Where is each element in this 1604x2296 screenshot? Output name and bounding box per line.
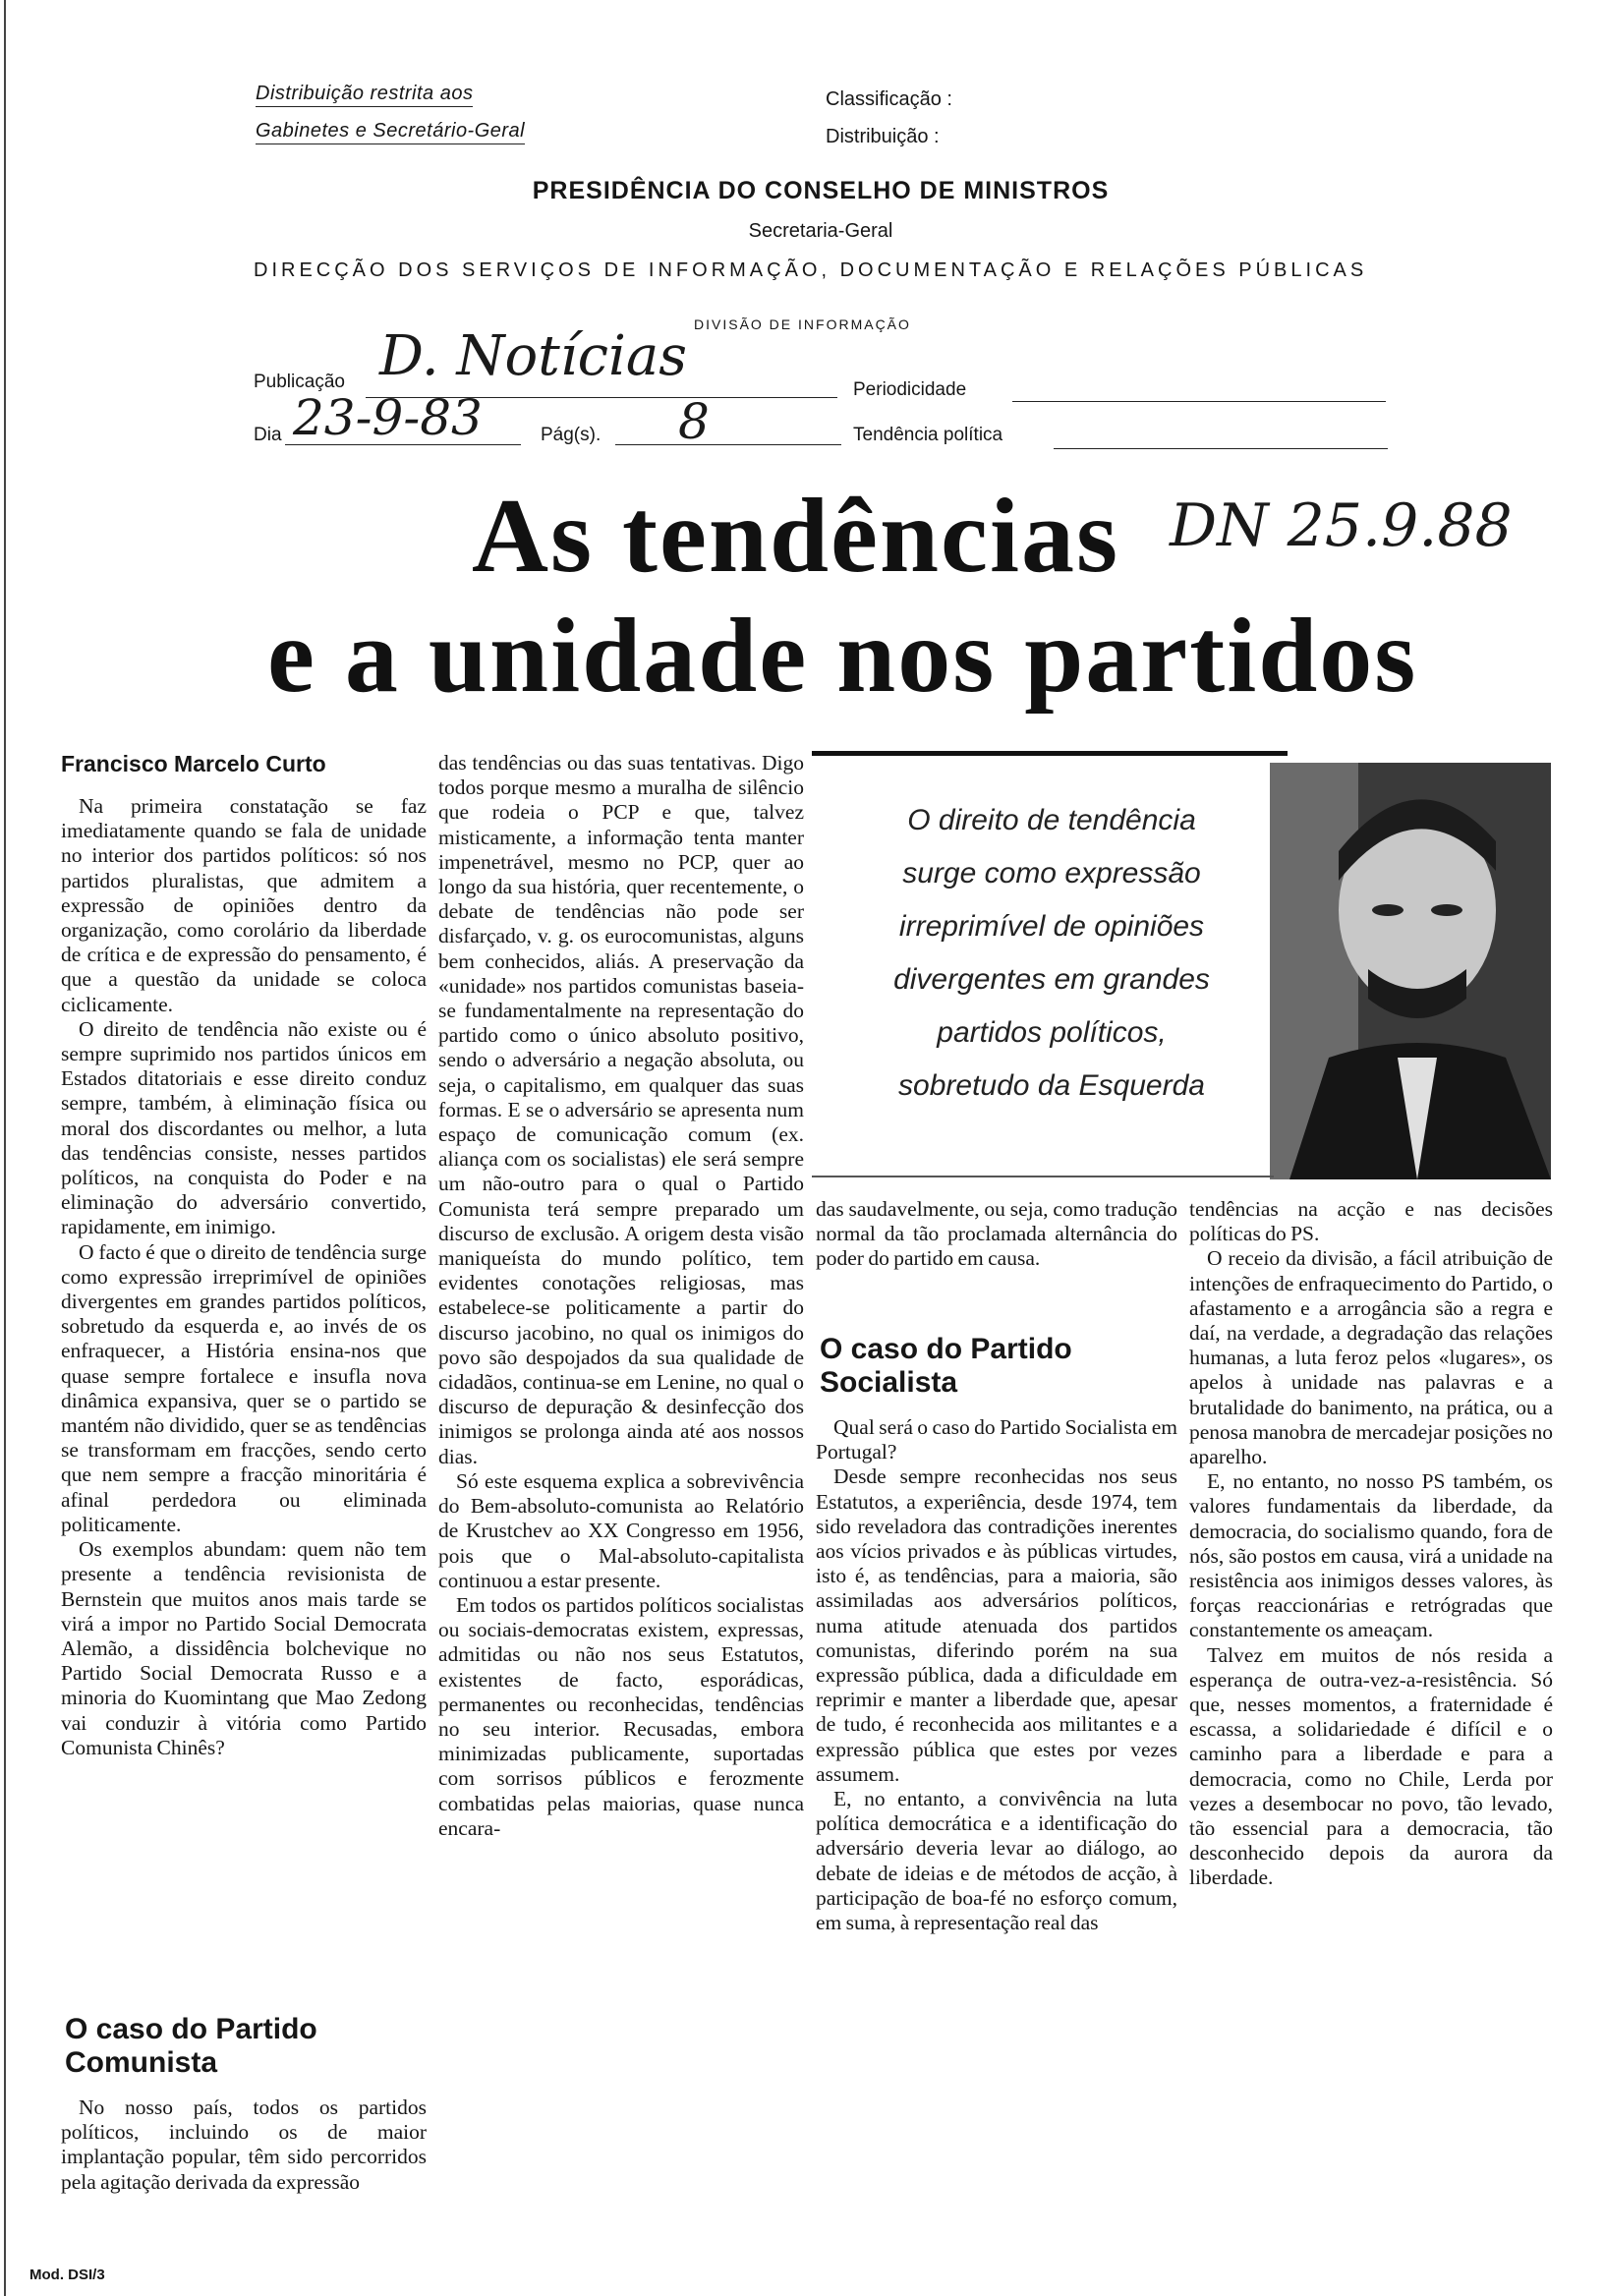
paragraph: No nosso país, todos os partidos políticos, incluindo os de maior implantação popular, têm sido percorridos pela agitação derivada da expressão (61, 2095, 427, 2194)
author-byline: Francisco Marcelo Curto (61, 751, 326, 776)
distribution-line-1: Distribuição restrita aos (256, 83, 473, 107)
subhead-socialist-party: O caso do Partido Socialista (820, 1333, 1072, 1399)
handwritten-annotation: DN 25.9.88 (1170, 491, 1513, 560)
headline-line-2: e a unidade nos partidos (267, 598, 1418, 715)
pull-quote (826, 794, 1278, 1113)
column-4 (1189, 1197, 1553, 1891)
pull-quote-top-rule (812, 751, 1288, 756)
organization-title: PRESIDÊNCIA DO CONSELHO DE MINISTROS (532, 177, 1110, 204)
paragraph: Os exemplos abundam: quem não tem presente a tendência revisionista de Bernstein que muitos anos mais tarde se virá a impor no Partido Social Democrata Alemão, a dissidência bolchevique no Partido Social Democrata Russo e a minoria do Kuomintang que Mao Zedong vai conduzir à vitória como Partido Comunista Chinês? (61, 1537, 427, 1759)
paragraph: das saudavelmente, ou seja, como tradução normal da tão proclamada alternância do poder do partido em causa. (816, 1197, 1177, 1271)
paragraph: Em todos os partidos políticos socialistas ou sociais-democratas existem, expressas, admitidas ou não nos seus Estatutos, existentes de facto, esporádicas, permanentes ou reconhecidas, tendências no seu interior. Recusadas, embora minimizadas publicamente, suportadas com sorrisos públicos e ferozmente combatidas pelas maiorias, quase nunca encara- (438, 1592, 804, 1840)
column-3-top (816, 1197, 1177, 1272)
division-label: DIVISÃO DE INFORMAÇÃO (694, 316, 911, 332)
column-1 (61, 794, 427, 1760)
department-label: DIRECÇÃO DOS SERVIÇOS DE INFORMAÇÃO, DOCUMENTAÇÃO E RELAÇÕES PÚBLICAS (254, 259, 1368, 281)
form-code: Mod. DSI/3 (29, 2267, 105, 2283)
pull-quote-line: partidos políticos, (937, 1016, 1167, 1049)
paragraph: tendências na acção e nas decisões políticas do PS. (1189, 1197, 1553, 1246)
classification-label: Classificação : (826, 88, 952, 110)
day-handwritten: 23-9-83 (293, 389, 483, 446)
paragraph: E, no entanto, a convivência na luta política democrática e a identificação do adversário deveria levar ao diálogo, ao debate de ideias e de métodos de acção, à participação de boa-fé no esforço comum, em suma, à representação real das (816, 1787, 1177, 1935)
column-1-continued (61, 2095, 427, 2195)
author-photo (1270, 763, 1551, 1179)
pull-quote-line: sobretudo da Esquerda (898, 1069, 1205, 1102)
paragraph: Desde sempre reconhecidas nos seus Estatutos, a experiência, desde 1974, tem sido reveladora das contradições inerentes aos vícios privados e às públicas virtudes, isto é, as tendências, para a maioria, são assimiladas aos adversários políticos, numa atitude atenuada dos partidos comunistas, diferindo porém na sua expressão pública, dada a dificuldade em reprimir e manter a liberdade que, apesar de tudo, é reconhecida aos militantes e a expressão pública que estes por vezes assumem. (816, 1464, 1177, 1786)
periodicity-line (1012, 401, 1386, 402)
paragraph: O facto é que o direito de tendência surge como expressão irreprimível de opiniões divergentes em grandes partidos políticos, sobretudo da esquerda e, ao invés de os enfraquecer, a História ensina-nos que quase sempre fortalece e insufla nova dinâmica expansiva, quer se o partido se mantém não dividido, quer se as tendências se transformam em fracções, sendo certo que nem sempre a fracção minoritária é afinal perdedora ou eliminada politicamente. (61, 1239, 427, 1536)
paragraph: Talvez em muitos de nós resida a esperança de outra-vez-a-resistência. Só que, nesses momentos, a fraternidade é escassa, a solidariedade é difícil e o caminho para a liberdade e para a democracia, como no Chile, Lerda por vezes a desembocar no povo, tão levado, tão essencial para a democracia, tão desconhecido depois da aurora da liberdade. (1189, 1642, 1553, 1890)
distribution-label: Distribuição : (826, 126, 940, 147)
paragraph: Na primeira constatação se faz imediatamente quando se fala de unidade no interior dos partidos políticos: só nos partidos pluralistas, que admitem a expressão de opiniões dentro da organização, como corolário da liberdade de crítica e de expressão do pensamento, é que a questão da unidade se coloca ciclicamente. (61, 794, 427, 1016)
day-label: Dia (254, 425, 282, 445)
paragraph: E, no entanto, no nosso PS também, os valores fundamentais da liberdade, da democracia, do socialismo quando, fora de nós, são postos em causa, virá a unidade na resistência aos inimigos desses valores, às forças reaccionárias e retrógradas que constantemente os ameaçam. (1189, 1469, 1553, 1642)
author-portrait-image (1270, 763, 1551, 1179)
scan-edge (4, 0, 6, 2296)
column-3 (816, 1415, 1177, 1935)
headline-line-1: As tendências (472, 478, 1120, 595)
pull-quote-bottom-rule (812, 1176, 1274, 1177)
pull-quote-line: O direito de tendência (907, 804, 1196, 836)
column-2 (438, 751, 804, 1841)
political-tendency-line (1054, 448, 1388, 449)
publication-handwritten: D. Notícias (379, 324, 688, 388)
periodicity-label: Periodicidade (853, 379, 967, 400)
political-tendency-label: Tendência política (853, 425, 1003, 445)
publication-label: Publicação (254, 372, 345, 392)
paragraph: O direito de tendência não existe ou é sempre suprimido nos partidos únicos em Estados ditatoriais e esse direito conduz sempre, também, à eliminação física ou moral dos discordantes ou melhor, a luta das tendências consiste, nesses partidos políticos, na conquista do Poder e na eliminação do adversário convertido, rapidamente, em inimigo. (61, 1016, 427, 1239)
paragraph: Só este esquema explica a sobrevivência do Bem-absoluto-comunista ao Relatório de Krustchev ao XX Congresso em 1956, pois que o Mal-absoluto-capitalista continuou a estar presente. (438, 1468, 804, 1592)
pages-line (615, 444, 841, 445)
pull-quote-line: divergentes em grandes (893, 963, 1210, 996)
pull-quote-line: irreprimível de opiniões (898, 910, 1205, 943)
paragraph: O receio da divisão, a fácil atribuição de intenções de enfraquecimento do Partido, o afastamento e a arrogância são a regra e daí, na verdade, a degradação das relações humanas, a luta feroz pelos «lugares», os apelos à unidade nas palavras e a brutalidade do banimento, na prática, ou a penosa manobra de mercadejar posições no aparelho. (1189, 1246, 1553, 1469)
pages-label: Pág(s). (541, 425, 602, 445)
distribution-line-2: Gabinetes e Secretário-Geral (256, 120, 525, 144)
paragraph: Qual será o caso do Partido Socialista em Portugal? (816, 1415, 1177, 1464)
subhead-communist-party: O caso do Partido Comunista (65, 2013, 317, 2079)
pull-quote-line: surge como expressão (902, 857, 1201, 890)
pages-handwritten: 8 (678, 393, 710, 450)
secretariat-label: Secretaria-Geral (748, 220, 893, 242)
paragraph: das tendências ou das suas tentativas. Digo todos porque mesmo a muralha de silêncio que rodeia o PCP e que, talvez misticamente, a informação tenta manter impenetrável, mesmo no PCP, quer ao longo da sua história, quer recentemente, o debate de tendências não pode ser disfarçado, v. g. os eurocomunistas, alguns bem conhecidos, aliás. A preservação da «unidade» nos partidos comunistas baseia-se fundamentalmente na representação do partido como o único absoluto positivo, sendo o adversário a negação absoluta, ou seja, o capitalismo, em qualquer das suas formas. E se o adversário se apresenta num espaço de comunicação comum (ex. aliança com os socialistas) ele será sempre um não-outro para o qual o Partido Comunista terá sempre preparado um discurso de exclusão. A origem desta visão maniqueísta do mundo político, tem evidentes conotações religiosas, mas estabelece-se politicamente a partir do discurso jacobino, no qual os inimigos do povo são despojados da sua qualidade de cidadãos, continua-se em Lenine, no qual o discurso de depuração & desinfecção dos inimigos se prolonga ainda até aos nossos dias. (438, 751, 804, 1468)
